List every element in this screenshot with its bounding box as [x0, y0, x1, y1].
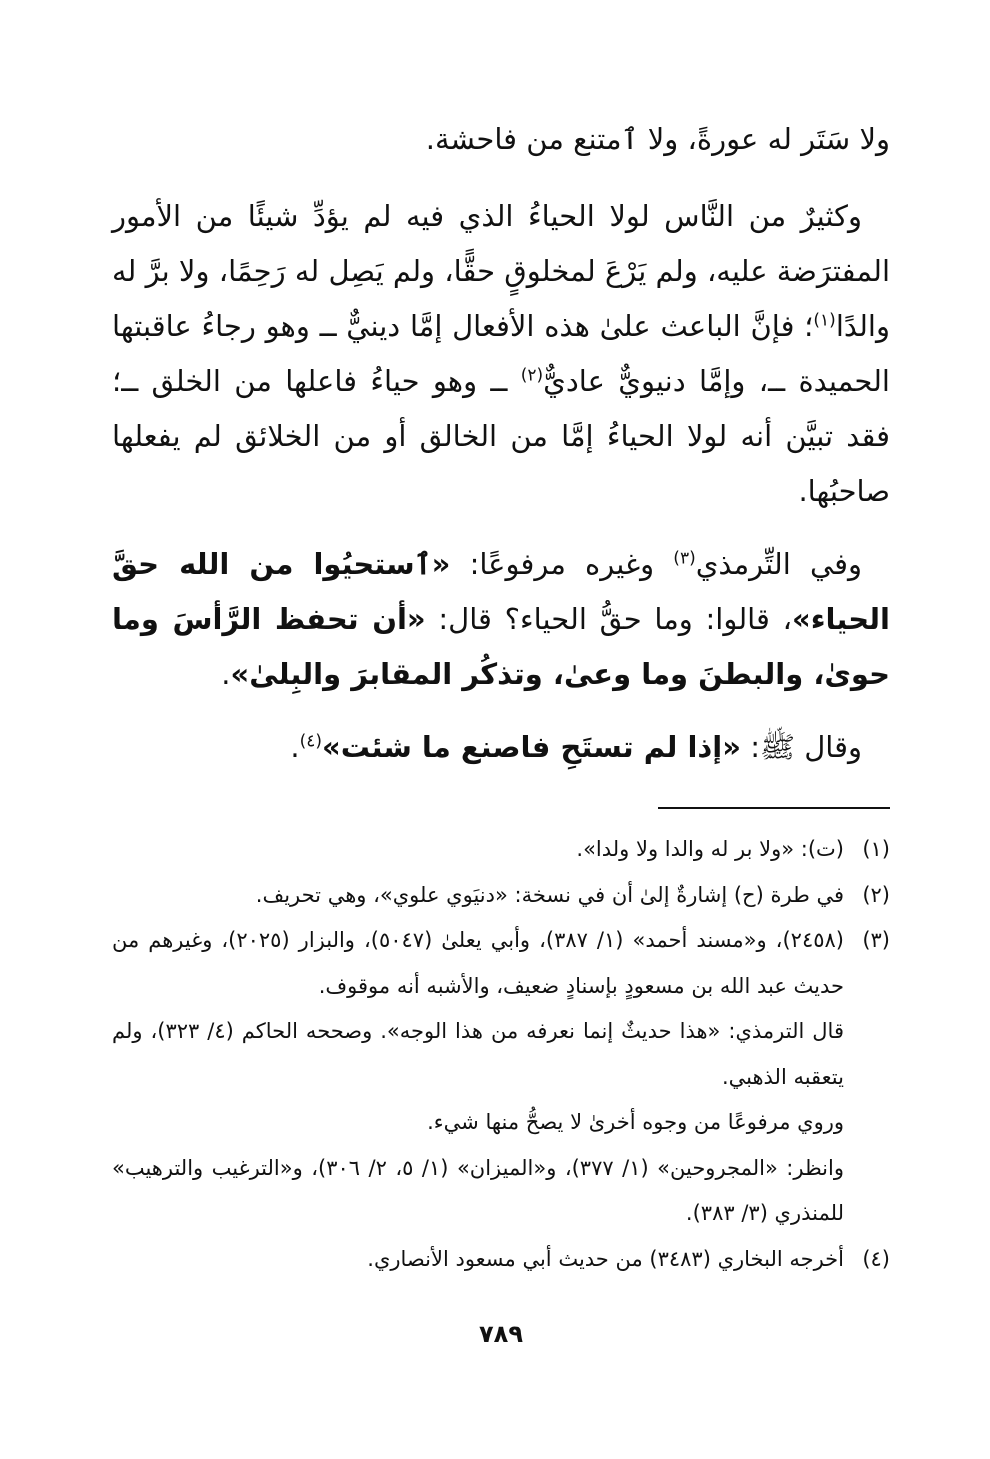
- paragraph-2-text-a: وكثيرٌ من النَّاس لولا الحياءُ الذي فيه لم يؤدِّ شيئًا من الأمور المفترَضة عليه، ولم يَرْعَ لمخلوقٍ حقًّا، ولم يَصِل له رَحِمًا، ولا برَّ له والدًا: [112, 199, 890, 343]
- footnote-4: [112, 1237, 890, 1283]
- footnote-ref-4[interactable]: (٤): [299, 731, 323, 752]
- main-text: [112, 112, 890, 775]
- footnote-1: [112, 827, 890, 873]
- paragraph-4-text-a: وقال ﷺ:: [740, 730, 862, 764]
- footnote-line: (ت): «ولا بر له والدا ولا ولدا».: [576, 837, 844, 861]
- footnote-body: [112, 918, 844, 1237]
- hadith-quote-2: «أن تحفظ الرَّأسَ وما حوىٰ، والبطنَ وما وعىٰ، وتذكُر المقابرَ والبِلىٰ»: [112, 602, 890, 691]
- footnote-number: (٢): [862, 882, 890, 907]
- footnote-3: [112, 918, 890, 1237]
- footnote-line: وانظر: «المجروحين» (١/ ٣٧٧)، و«الميزان» (١/ ٥، ٢/ ٣٠٦)، و«الترغيب والترهيب» للمنذري (٣/ ٣٨٣).: [112, 1155, 844, 1225]
- footnote-number: (١): [862, 837, 890, 861]
- footnote-2: [112, 873, 890, 919]
- hadith-quote-1: «ٱستحيُوا من الله حقَّ الحياء»: [112, 547, 890, 636]
- footnote-line: قال الترمذي: «هذا حديثٌ إنما نعرفه من هذا الوجه». وصححه الحاكم (٤/ ٣٢٣)، ولم يتعقبه الذهبي.: [112, 1019, 844, 1089]
- footnote-line: وروي مرفوعًا من وجوه أخرىٰ لا يصحُّ منها شيء.: [427, 1110, 844, 1134]
- footnote-number: (٣): [862, 928, 890, 952]
- paragraph-2-text-c: ــ وهو حياءُ فاعلها من الخلق ــ؛ فقد تبيَّن أنه لولا الحياءُ إمَّا من الخالق أو من الخلائق لم يفعلها صاحبُها.: [112, 364, 890, 508]
- paragraph-3: [112, 537, 890, 702]
- paragraph-3-text-d: .: [221, 657, 231, 691]
- footnote-body: [112, 873, 844, 919]
- paragraph-4: [112, 720, 890, 775]
- footnote-line: (٢٤٥٨)، و«مسند أحمد» (١/ ٣٨٧)، وأبي يعلىٰ (٥٠٤٧)، والبزار (٢٠٢٥)، وغيرهم من حديث عبد الله بن مسعودٍ بإسنادٍ ضعيف، والأشبه أنه موقوف.: [112, 928, 844, 998]
- footnote-line: في طرة (ح) إشارةٌ إلىٰ أن في نسخة: «دنيَوي علوي»، وهي تحريف.: [255, 882, 844, 907]
- paragraph-2: [112, 189, 890, 519]
- footnote-separator: [658, 807, 890, 809]
- footnote-body: [112, 1237, 844, 1283]
- page-number: ٧٨٩: [479, 1320, 523, 1348]
- footnote-body: [112, 827, 844, 873]
- footnote-ref-1[interactable]: (١): [813, 310, 836, 331]
- paragraph-3-text-a: وفي التِّرمذي: [695, 547, 863, 581]
- paragraph-4-text-b: .: [290, 730, 300, 764]
- book-page: [112, 112, 890, 1352]
- footnote-line: أخرجه البخاري (٣٤٨٣) من حديث أبي مسعود الأنصاري.: [367, 1246, 844, 1271]
- paragraph-3-text-b: وغيره مرفوعًا:: [450, 547, 674, 581]
- paragraph-1: [112, 112, 890, 167]
- paragraph-3-text-c: ، قالوا: وما حقُّ الحياء؟ قال:: [425, 602, 792, 636]
- footnote-number: (٤): [862, 1246, 890, 1271]
- footnote-ref-3[interactable]: (٣): [673, 548, 696, 569]
- footnote-ref-2[interactable]: (٢): [520, 365, 544, 386]
- hadith-quote-3: «إذا لم تستَحِ فاصنع ما شئت»: [322, 730, 741, 764]
- footnotes-section: [112, 827, 890, 1282]
- paragraph-1-text: ولا سَتَر له عورةً، ولا ٱمتنع من فاحشة.: [425, 122, 890, 156]
- paragraph-2-text-b: ؛ فإنَّ الباعث علىٰ هذه الأفعال إمَّا دينيٌّ ــ وهو رجاءُ عاقبتها الحميدة ــ، وإمَّا دنيويٌّ عاديٌّ: [112, 309, 890, 398]
